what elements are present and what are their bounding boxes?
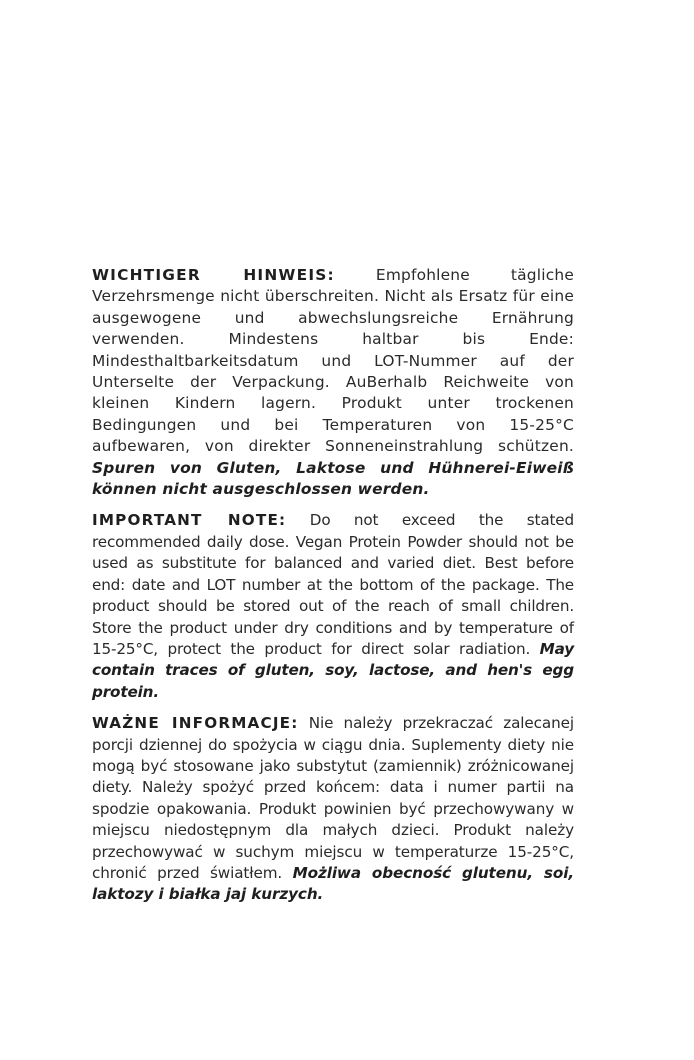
german-allergen-warning: Spuren von Gluten, Laktose und Hühnerei-Eiweiß können nicht ausgeschlossen werden. [92, 458, 574, 499]
polish-notice [92, 713, 574, 906]
english-notice-body: Do not exceed the stated recommended daily dose. Vegan Protein Powder should not be used as substitute for balanced and varied diet. Best before end: date and LOT number at the bottom of the package. The product should be stored out of the reach of small children. Store the product under dry conditions and by temperature of 15-25°C, protect the product for direct solar radiation. [92, 511, 574, 658]
polish-notice-body: Nie należy przekraczać zalecanej porcji dziennej do spożycia w ciągu dnia. Suplementy diety nie mogą być stosowane jako substytut (zamiennik) zróżnicowanej diety. Należy spożyć przed końcem: data i numer partii na spodzie opakowania. Produkt powinien być przechowywany w miejscu niedostępnym dla małych dzieci. Produkt należy przechowywać w suchym miejscu w temperaturze 15-25°C, chronić przed światłem. [92, 714, 574, 882]
german-notice-body: Empfohlene tägliche Verzehrsmenge nicht überschreiten. Nicht als Ersatz für eine ausgewogene und abwechslungsreiche Ernährung verwenden. Mindestens haltbar bis Ende: Mindesthaltbarkeitsdatum und LOT-Nummer auf der Unterselte der Verpackung. AuBerhalb Reichweite von kleinen Kindern lagern. Produkt unter trockenen Bedingungen und bei Temperaturen von 15-25°C aufbewaren, von direkter Sonneneinstrahlung schützen. [92, 266, 574, 456]
polish-notice-heading: WAŻNE INFORMACJE: [92, 714, 299, 733]
german-notice [92, 265, 574, 500]
english-notice-heading: IMPORTANT NOTE: [92, 511, 287, 530]
polish-allergen-warning: Możliwa obecność glutenu, soi, laktozy i białka jaj kurzych. [92, 863, 574, 904]
label-text-block [92, 265, 574, 916]
english-allergen-warning: May contain traces of gluten, soy, lactose, and hen's egg protein. [92, 639, 574, 701]
english-notice [92, 510, 574, 703]
german-notice-heading: WICHTIGER HINWEIS: [92, 266, 335, 284]
